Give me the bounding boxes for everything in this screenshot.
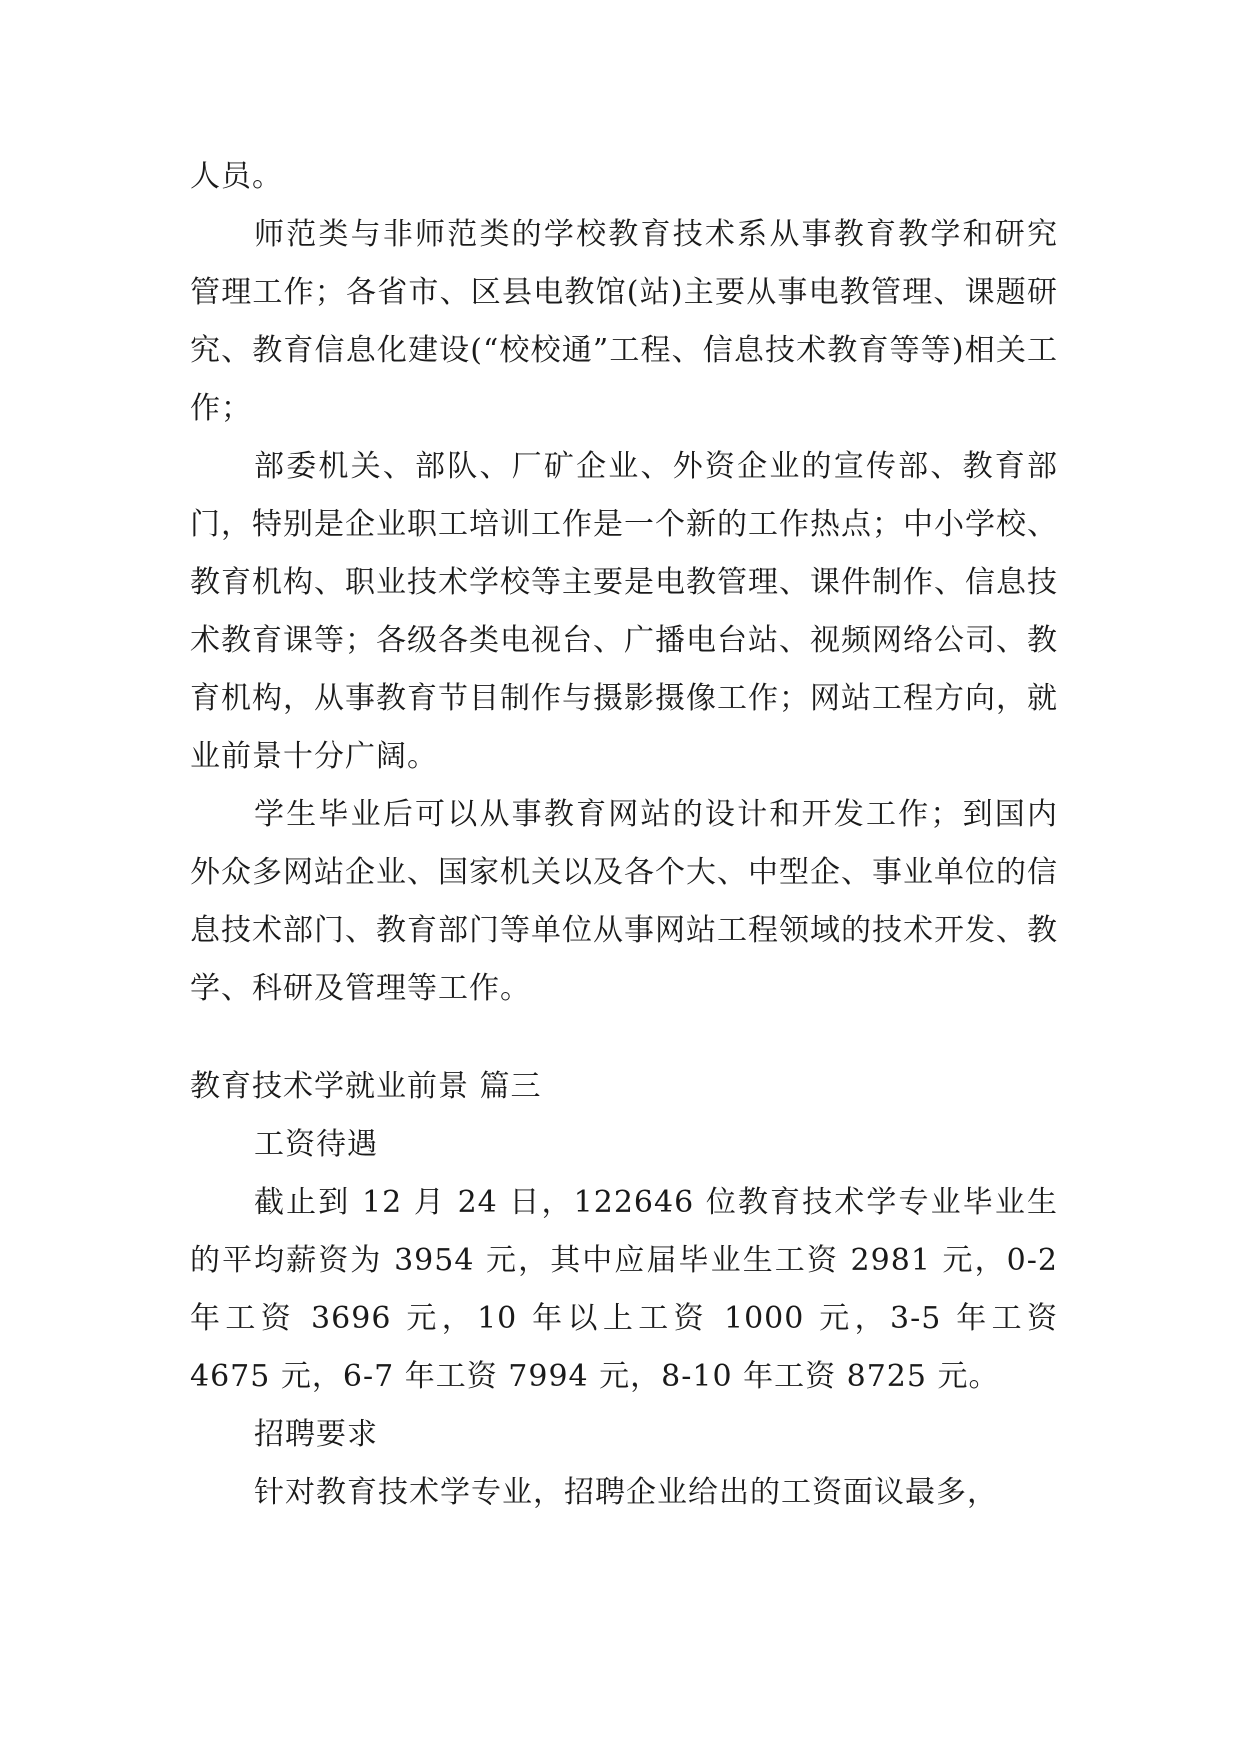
- recruit-heading: 招聘要求: [254, 1417, 378, 1452]
- paragraph-website-jobs: 学生毕业后可以从事教育网站的设计和开发工作；到国内外众多网站企业、国家机关以及各个大、中型企、事业单位的信息技术部门、教育部门等单位从事网站工程领域的技术开发、教学、科研及管理等工作。: [190, 797, 1058, 1006]
- salary-paragraph: 截止到 12 月 24 日，122646 位教育技术学专业毕业生的平均薪资为 3954 元，其中应届毕业生工资 2981 元，0-2 年工资 3696 元，10 年以上工资 1000 元，3-5 年工资 4675 元，6-7 年工资 7994 元，8-10 年工资 8725 元。: [190, 1185, 1058, 1394]
- paragraph-continuation: 人员。: [190, 159, 283, 194]
- recruit-paragraph: 针对教育技术学专业，招聘企业给出的工资面议最多，: [254, 1475, 998, 1510]
- section-title: 教育技术学就业前景 篇三: [190, 1069, 542, 1104]
- salary-heading: 工资待遇: [254, 1127, 378, 1162]
- paragraph-enterprise-jobs: 部委机关、部队、厂矿企业、外资企业的宣传部、教育部门，特别是企业职工培训工作是一个新的工作热点；中小学校、教育机构、职业技术学校等主要是电教管理、课件制作、信息技术教育课等；各级各类电视台、广播电台站、视频网络公司、教育机构，从事教育节目制作与摄影摄像工作；网站工程方向，就业前景十分广阔。: [190, 449, 1058, 774]
- paragraph-normal-school-jobs: 师范类与非师范类的学校教育技术系从事教育教学和研究管理工作；各省市、区县电教馆(站)主要从事电教管理、课题研究、教育信息化建设(“校校通”工程、信息技术教育等等)相关工作；: [190, 217, 1058, 426]
- document-body: [190, 148, 1058, 1522]
